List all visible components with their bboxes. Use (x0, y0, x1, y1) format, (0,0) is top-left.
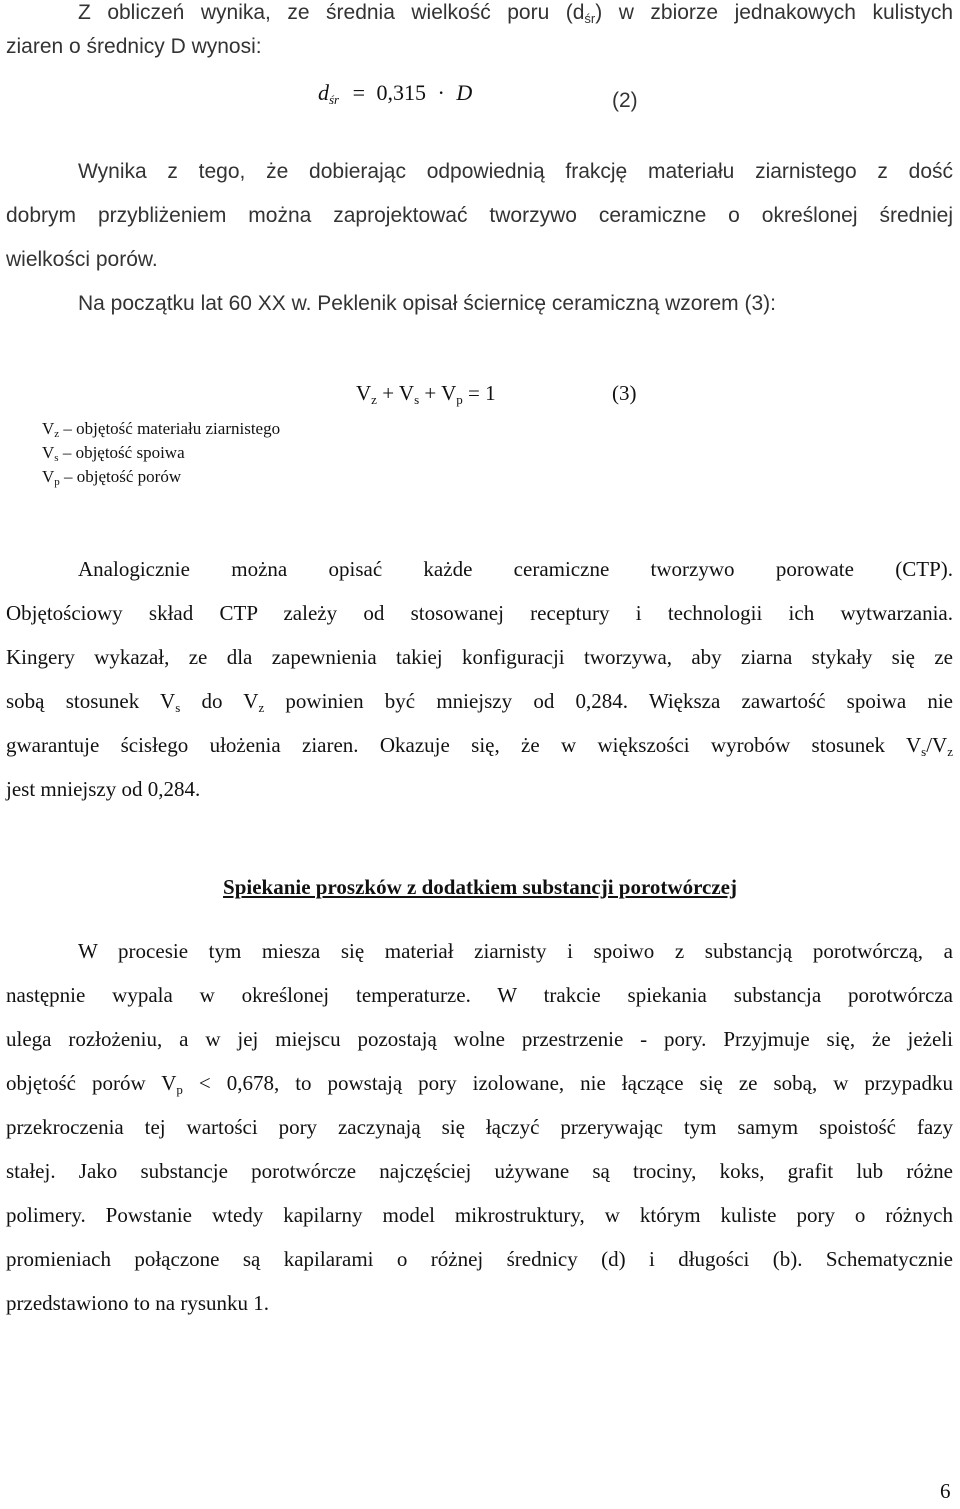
para2-line-2: Objętościowy skład CTP zależy od stosowanej receptury i technologii ich wytwarzania. (6, 601, 953, 625)
para2-line-4: sobą stosunek $V_s$ do $V_z$ powinien być mniejszy od 0,284. Większa zawartość spoiwa nie (6, 689, 954, 715)
legend-vs: $V_s$ – objętość spoiwa (42, 443, 185, 464)
para1-line-2: dobrym przybliżeniem można zaprojektować tworzywo ceramiczne o określonej średniej (6, 204, 953, 227)
section-heading: Spiekanie proszków z dodatkiem substancji porotwórczej (223, 875, 737, 899)
equation-3: $V_z + V_s + V_p = 1$ (356, 381, 496, 407)
intro-line-1: Z obliczeń wynika, ze średnia wielkość poru $(d_{śr})$ w zbiorze jednakowych kulistych (78, 1, 953, 26)
para3-line-2: następnie wypala w określonej temperaturze. W trakcie spiekania substancja porotwórcza (6, 983, 953, 1007)
equation-2: $d_{śr} = 0,315 \cdot D$ (318, 80, 473, 107)
equation-3-number: (3) (612, 381, 637, 405)
legend-vz: $V_z$ – objętość materiału ziarnistego (42, 419, 281, 440)
legend-vp: $V_p$ – objętość porów (42, 467, 182, 488)
para1-line-1: Wynika z tego, że dobierając odpowiednią frakcję materiału ziarnistego z dość (78, 160, 953, 183)
para3-line-6: stałej. Jako substancje porotwórcze najczęściej używane są trociny, koks, grafit lub różne (6, 1159, 953, 1183)
para3-line-9: przedstawiono to na rysunku 1. (6, 1291, 270, 1315)
para3-line-1: W procesie tym miesza się materiał ziarnisty i spoiwo z substancją porotwórczą, a (78, 939, 953, 963)
para2-line-5: gwarantuje ścisłego ułożenia ziaren. Okazuje się, że w większości wyrobów stosunek $V_s/V_z$ (6, 733, 953, 759)
para2-line-6: jest mniejszy od 0,284. (6, 777, 201, 801)
intro-line-2: ziaren o średnicy D wynosi: (6, 35, 262, 58)
para1-line-4: Na początku lat 60 XX w. Peklenik opisał ściernicę ceramiczną wzorem (3): (78, 292, 776, 315)
equation-2-number: (2) (612, 89, 638, 112)
para2-line-3: Kingery wykazał, ze dla zapewnienia takiej konfiguracji tworzywa, aby ziarna stykały się ze (6, 645, 953, 669)
para3-line-4: objętość porów $V_p < 0,678$, to powstają pory izolowane, nie łączące się ze sobą, w przypadku (6, 1071, 953, 1097)
para2-line-1: Analogicznie można opisać każde ceramiczne tworzywo porowate (CTP). (78, 557, 953, 581)
para3-line-3: ulega rozłożeniu, a w jej miejscu pozostają wolne przestrzenie - pory. Przyjmuje się, że jeżeli (6, 1027, 953, 1051)
para3-line-5: przekroczenia tej wartości pory zaczynają się łączyć przerywając tym samym spoistość fazy (6, 1115, 953, 1139)
page-number: 6 (940, 1479, 951, 1503)
para3-line-8: promieniach połączone są kapilarami o różnej średnicy (d) i długości (b). Schematycznie (6, 1247, 953, 1271)
para3-line-7: polimery. Powstanie wtedy kapilarny model mikrostruktury, w którym kuliste pory o różnych (6, 1203, 953, 1227)
para1-line-3: wielkości porów. (6, 248, 158, 271)
